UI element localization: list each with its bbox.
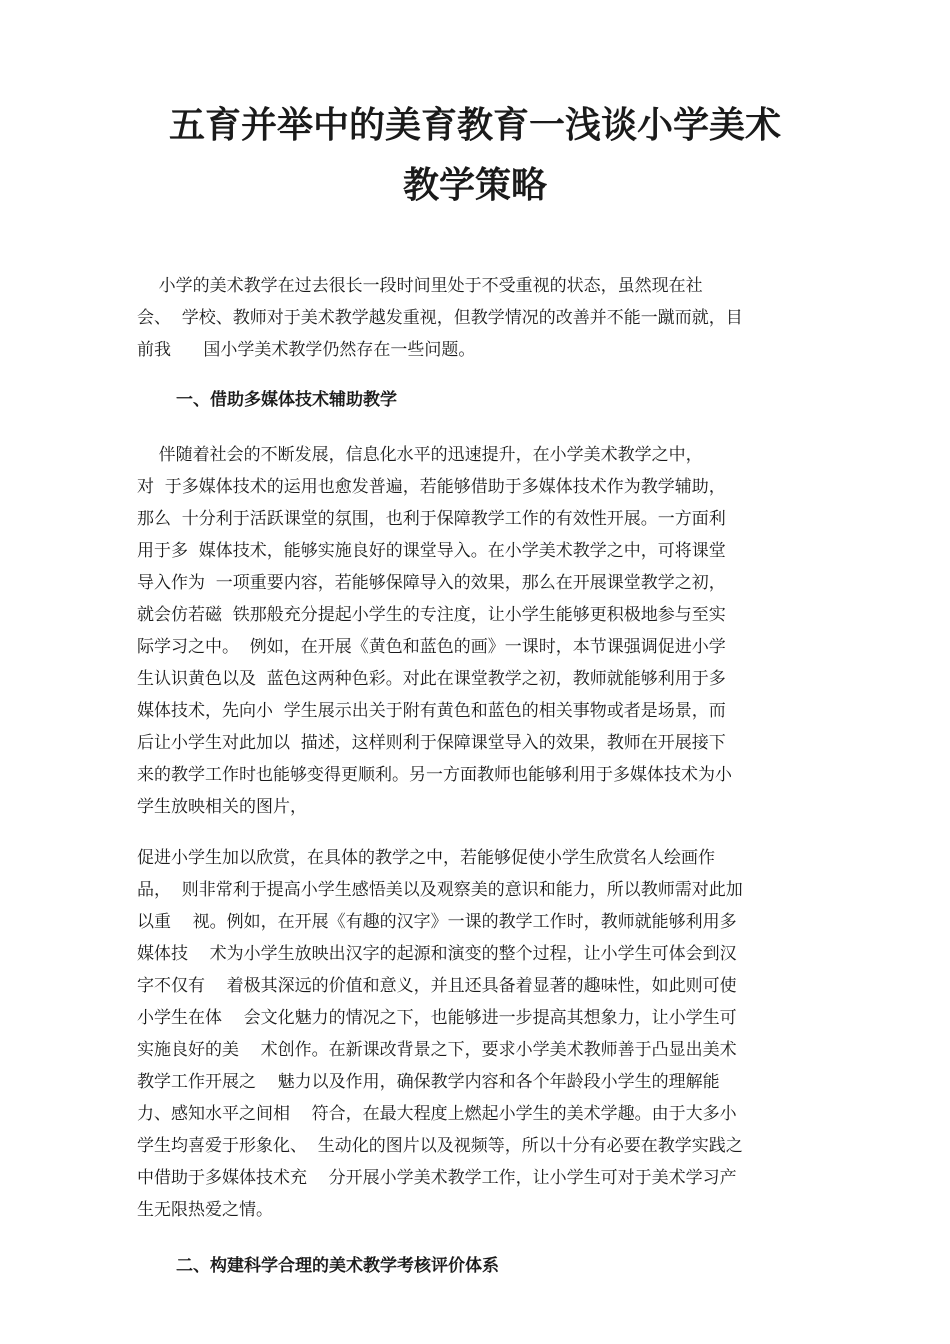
paragraph-line: 那么 十分利于活跃课堂的氛围，也利于保障教学工作的有效性开展。一方面利 (137, 509, 726, 529)
paragraph-line: 力、感知水平之间相 符合，在最大程度上燃起小学生的美术学趣。由于大多小 (137, 1104, 737, 1124)
paragraph-line: 生认识黄色以及 蓝色这两种色彩。对此在课堂教学之初，教师就能够利用于多 (137, 669, 726, 689)
intro-line: 小学的美术教学在过去很长一段时间里处于不受重视的状态，虽然现在社 (137, 276, 703, 296)
paragraph-line: 小学生在体 会文化魅力的情况之下，也能够进一步提高其想象力，让小学生可 (137, 1008, 737, 1028)
paragraph-line: 促进小学生加以欣赏，在具体的教学之中，若能够促使小学生欣赏名人绘画作 (137, 848, 715, 868)
document-title-line-1: 五育并举中的美育教育一浅谈小学美术 (168, 105, 781, 146)
paragraph-line: 实施良好的美 术创作。在新课改背景之下，要求小学美术教师善于凸显出美术 (137, 1040, 737, 1060)
paragraph-line: 后让小学生对此加以 描述，这样则利于保障课堂导入的效果，教师在开展接下 (137, 733, 726, 753)
paragraph-line: 伴随着社会的不断发展，信息化水平的迅速提升，在小学美术教学之中， (137, 445, 703, 465)
paragraph-line: 媒体技 术为小学生放映出汉字的起源和演变的整个过程，让小学生可体会到汉 (137, 944, 737, 964)
section-1-heading: 一、借助多媒体技术辅助教学 (176, 390, 397, 410)
paragraph-line: 学生放映相关的图片， (137, 797, 307, 817)
paragraph-line: 以重 视。例如，在开展《有趣的汉字》一课的教学工作时，教师就能够利用多 (137, 912, 737, 932)
paragraph-line: 品， 则非常利于提高小学生感悟美以及观察美的意识和能力，所以教师需对此加 (137, 880, 743, 900)
paragraph-line: 对 于多媒体技术的运用也愈发普遍，若能够借助于多媒体技术作为教学辅助， (137, 477, 726, 497)
paragraph-line: 媒体技术，先向小 学生展示出关于附有黄色和蓝色的相关事物或者是场景，而 (137, 701, 726, 721)
paragraph-line: 教学工作开展之 魅力以及作用，确保教学内容和各个年龄段小学生的理解能 (137, 1072, 720, 1092)
paragraph-line: 来的教学工作时也能够变得更顺利。另一方面教师也能够利用于多媒体技术为小 (137, 765, 732, 785)
paragraph-line: 字不仅有 着极其深远的价值和意义，并且还具备着显著的趣味性，如此则可使 (137, 976, 737, 996)
paragraph-line: 际学习之中。 例如，在开展《黄色和蓝色的画》一课时，本节课强调促进小学 (137, 637, 726, 657)
section-2-heading: 二、构建科学合理的美术教学考核评价体系 (176, 1256, 499, 1276)
paragraph-line: 学生均喜爱于形象化、 生动化的图片以及视频等，所以十分有必要在教学实践之 (137, 1136, 743, 1156)
intro-line: 会、 学校、教师对于美术教学越发重视，但教学情况的改善并不能一蹴而就，目 (137, 308, 743, 328)
paragraph-line: 导入作为 一项重要内容，若能够保障导入的效果，那么在开展课堂教学之初， (137, 573, 726, 593)
document-title-line-2: 教学策略 (402, 165, 547, 206)
paragraph-line: 用于多 媒体技术，能够实施良好的课堂导入。在小学美术教学之中，可将课堂 (137, 541, 726, 561)
paragraph-line: 生无限热爱之情。 (137, 1200, 273, 1220)
paragraph-line: 中借助于多媒体技术充 分开展小学美术教学工作，让小学生可对于美术学习产 (137, 1168, 737, 1188)
intro-line: 前我 国小学美术教学仍然存在一些问题。 (137, 340, 476, 360)
paragraph-line: 就会仿若磁 铁那般充分提起小学生的专注度，让小学生能够更积极地参与至实 (137, 605, 726, 625)
